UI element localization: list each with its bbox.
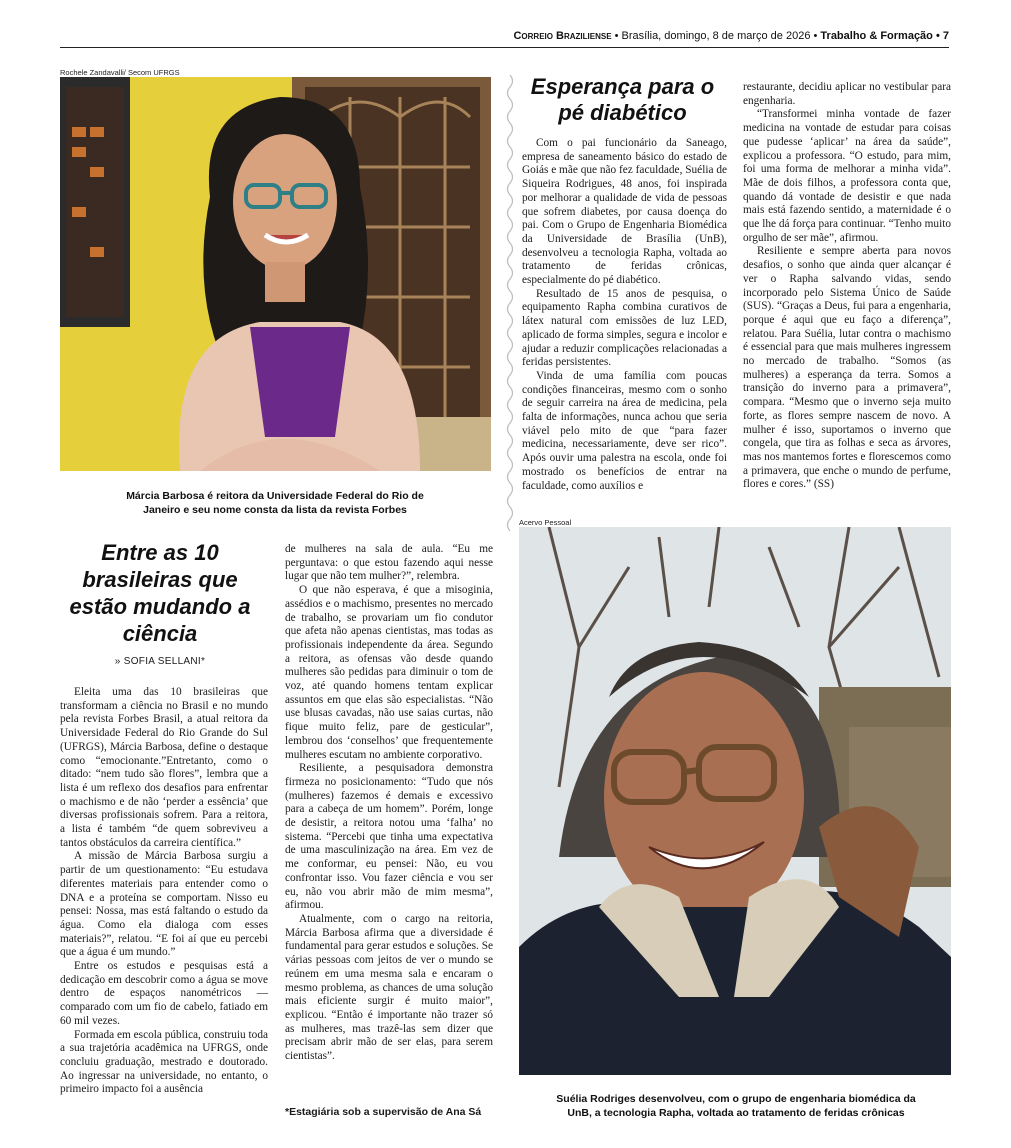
paragraph: Resultado de 15 anos de pesquisa, o equipamento Rapha combina curativos de látex natural com emissões de luz LED, aplicado de forma simples, segura e incolor e ajudar a reduzir complicações relacionadas a feridas persistentes. <box>522 287 727 369</box>
wavy-divider <box>503 75 517 1125</box>
main-column-1 <box>60 686 268 1097</box>
photo-credit-marcia: Rochele Zandavalli/ Secom UFRGS <box>60 68 180 77</box>
newspaper-name: Correio Braziliense <box>513 30 612 42</box>
caption-marcia: Márcia Barbosa é reitora da Universidade Federal do Rio de Janeiro e seu nome consta da lista da revista Forbes <box>126 490 424 516</box>
photo-credit-suelia: Acervo Pessoal <box>519 518 572 527</box>
byline: » SOFIA SELLANI* <box>114 656 206 667</box>
paragraph: Resiliente, a pesquisadora demonstra firmeza no posicionamento: “Tudo que nós (mulheres) fazemos é demais e excessivo para a cabeça de um homem”. Porém, longe de desistir, a reitora notou uma ‘falha’ no sistema. “Percebi que tinha uma expectativa de uma masculinização na área. Em vez de me conformar, eu pensei: Não, eu vou confrontar isso. Vou fazer ciência e vou ser eu, não vou abrir mão de mim mesma”, afirmou. <box>285 762 493 912</box>
paragraph: “Transformei minha vontade de fazer medicina na vontade de estudar para coisas que pudesse ‘aplicar’ na área da saúde”, explicou a professora. “O estudo, para mim, foi uma forma de melhorar a minha vida”. Mãe de dois filhos, a professora conta que, quando dá vontade de desistir e que nada mais está fazendo sentido, a maternidade é o que lhe dá força para continuar. “Tenho muito orgulho de ser mãe”, afirmou. <box>743 108 951 244</box>
side-column-2 <box>743 81 951 492</box>
side-column-1 <box>522 137 727 493</box>
paragraph: de mulheres na sala de aula. “Eu me perguntava: o que estou fazendo aqui nesse lugar que não tem mulher?”, relembra. <box>285 543 493 583</box>
caption-suelia: Suélia Rodriges desenvolveu, com o grupo de engenharia biomédica da UnB, a tecnologia Rapha, voltada ao tratamento de feridas crônicas <box>556 1093 916 1119</box>
paragraph: restaurante, decidiu aplicar no vestibular para engenharia. <box>743 81 951 107</box>
intern-note: *Estagiária sob a supervisão de Ana Sá <box>285 1106 482 1118</box>
photo-suelia-rodrigues <box>519 527 951 1075</box>
section-name: Trabalho & Formação <box>820 30 933 42</box>
page-header <box>0 28 1011 46</box>
headline-side: Esperança para o pé diabético <box>530 74 715 125</box>
paragraph: Vinda de uma família com poucas condições financeiras, mesmo com o sonho de seguir carreira na área de medicina, pela falta de informações, nunca achou que seria viável pelo mito de que “para fazer medicina, necessariamente, deve ser rico”. Após ouvir uma palestra na escola, onde foi mostrado os benefícios de entrar na faculdade, como auxílios e <box>522 369 727 492</box>
dateline: • Brasília, domingo, 8 de março de 2026 • <box>614 30 818 42</box>
main-column-2 <box>285 543 493 1064</box>
page-number: • 7 <box>935 30 949 42</box>
paragraph: Entre os estudos e pesquisas está a dedicação em descobrir como a água se move dentro de espaços nanométricos — comparado com um fio de cabelo, fatiado em 60 mil vezes. <box>60 960 268 1027</box>
header-text <box>513 30 949 42</box>
paragraph: O que não esperava, é que a misoginia, assédios e o machismo, presentes no mercado de trabalho, se provariam um fio condutor que afeta não apenas cientistas, mas todas as profissionais independente da área. Segundo a reitora, as ofensas vão desde quando mulheres são pedidas para diminuir o tom de voz, até quando homens tentam explicar assuntos em que elas são especialistas. “Não use blusas cavadas, não use saias curtas, não fique muito feliz, pare de gesticular”, lembrou dos ‘conselhos’ que frequentemente mulheres escutam no ambiente corporativo. <box>285 584 493 761</box>
header-rule <box>60 47 949 48</box>
paragraph: Formada em escola pública, construiu toda a sua trajetória acadêmica na UFRGS, onde concluiu graduação, mestrado e doutorado. Ao ingressar na universidade, no entanto, o primeiro impacto foi a ausência <box>60 1028 268 1096</box>
headline-main: Entre as 10 brasileiras que estão mudando a ciência <box>69 540 251 646</box>
photo-marcia-barbosa <box>60 77 491 471</box>
paragraph: Eleita uma das 10 brasileiras que transformam a ciência no Brasil e no mundo pela revista Forbes Brasil, a atual reitora da Universidade Federal do Rio Grande do Sul (UFRGS), Márcia Barbosa, define o destaque como “emocionante.”Entretanto, como o ditado: “nem tudo são flores”, lembra que a lista é um reflexo dos desafios para enfrentar o machismo e de não ‘perder a essência’ que diversas profissionais sofrem. Para a reitora, a lista é também “de quem sobreviveu a tantos obstáculos da carreira científica.” <box>60 686 268 849</box>
paragraph: Resiliente e sempre aberta para novos desafios, o sonho que ainda quer alcançar é ver o Rapha salvando vidas, sendo incorporado pelo Sistema Único de Saúde (SUS). “Graças a Deus, fui para a engenharia, porque é aqui que eu faço a diferença”, relatou. Para Suélia, lutar contra o machismo é essencial para que mais mulheres ingressem no mercado de trabalho. “Somos (as mulheres) a esperança da terra. Somos a transição do inverno para a primavera”, compara. “Mesmo que o inverno seja muito forte, as flores sempre nascem de novo. A mulher é isso, suportamos o inverno que congela, que tira as folhas e seca as árvores, mas nos mantemos fortes e florescemos como a primavera, que enche o mundo de perfume, flores e cores.” (SS) <box>743 245 951 491</box>
portrait-illustration <box>519 527 951 1075</box>
portrait-illustration <box>60 77 491 471</box>
paragraph: Atualmente, com o cargo na reitoria, Márcia Barbosa afirma que a diversidade é fundamental para gerar estudos e soluções. Se várias pessoas com jeitos de ver o mundo se reúnem em uma mesma sala e encaram o mesmo problema, as chances de uma solução mais eficiente surgir é muito maior”, explicou. “Então é importante não trazer só as mulheres, mas trazê-las sem dizer que precisam abrir mão de ser elas, para serem cientistas”. <box>285 912 493 1063</box>
paragraph: Com o pai funcionário da Saneago, empresa de saneamento básico do estado de Goiás e mãe que não fez faculdade, Suélia de Siqueira Rodrigues, 48 anos, foi inspirada por melhorar a qualidade de vida de pessoas que sofrem diabetes, por causa doença do pai. Com o Grupo de Engenharia Biomédica da Universidade de Brasília (UnB), desenvolveu a tecnologia Rapha, voltada ao tratamento de feridas crônicas, especialmente do pé diabético. <box>522 137 727 287</box>
paragraph: A missão de Márcia Barbosa surgiu a partir de um questionamento: “Eu estudava diferentes materiais para entender como o DNA e a proteína se comportam. Nisso eu pensei: Nossa, mas está faltando o estudo da água. Como ela dialoga com esses materiais?”, relatou. “E foi aí que eu percebi que a água é um mundo.” <box>60 850 268 959</box>
